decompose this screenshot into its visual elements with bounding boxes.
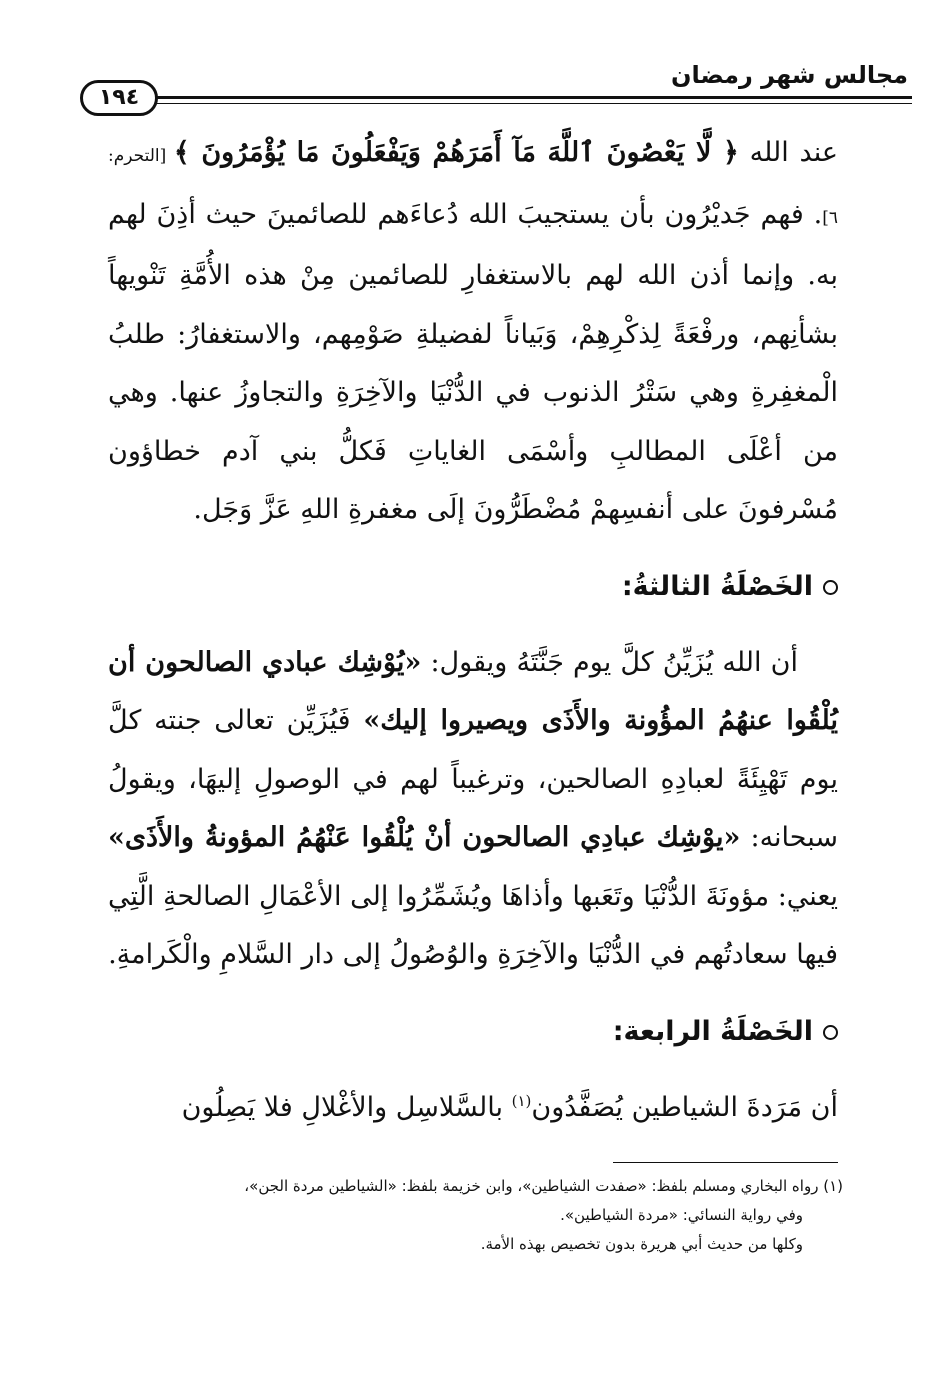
running-title: مجالس شهر رمضان bbox=[670, 61, 908, 89]
header-rule bbox=[155, 96, 912, 99]
paragraph-fourth-trait bbox=[108, 1079, 838, 1138]
circle-bullet-icon bbox=[823, 580, 838, 595]
main-text bbox=[108, 124, 838, 1137]
section-heading-fourth bbox=[108, 1007, 838, 1057]
paragraph-lead: عند الله bbox=[738, 137, 838, 168]
hadith-quote: «يوْشِك عبادِي الصالحون أنْ يُلْقُوا عَنْهُمُ المؤونةُ والأَذَى» bbox=[108, 822, 741, 853]
text-segment: أن الله يُزَيِّنُ كلَّ يوم جَنَّتَهُ ويقول: bbox=[421, 646, 798, 678]
paragraph-continuation bbox=[108, 124, 838, 540]
footnote-marker[interactable]: (١) bbox=[511, 1091, 532, 1110]
heading-text: الخَصْلَةُ الثالثةُ: bbox=[621, 570, 813, 602]
footnote-line: وفي رواية النسائي: «مردة الشياطين». bbox=[560, 1206, 803, 1224]
paragraph-third-trait bbox=[108, 634, 838, 985]
header-rule-thin bbox=[155, 103, 912, 104]
text-segment: أن مَرَدةَ الشياطين يُصَفَّدُون bbox=[531, 1091, 838, 1123]
text-segment: فَيُزَيِّن تعالى جنته كلَّ يوم تَهْيِئَةً لعبادِهِ الصالحين، وترغيباً لهم في الوصولِ إليهَا، ويقولُ سبحانه: bbox=[108, 705, 838, 853]
text-segment: يعني: مؤونَةَ الدُّنْيَا وتَعَبها وأذاهَا ويُشَمِّرُوا إلى الأعْمَالِ الصالحةِ الَّتِي فيها سعادتُهم في الدُّنْيَا والآخِرَةِ والوُصُولُ إلى دار السَّلامِ والْكَرامةِ. bbox=[108, 880, 838, 970]
hadith-quote: «يُوْشِك عبادي الصالحون أن يُلْقُوا عنهُمُ المؤُونة والأَذَى ويصيروا إليك» bbox=[108, 646, 838, 736]
paragraph-body: . فهم جَديْرُون بأن يستجيبَ الله دُعاءَهم للصائمينَ حيث أذِنَ لهم به. وإنما أذن الله لهم بالاستغفارِ للصائمين مِنْ هذه الأُمَّةِ تَنْويهاً بشأنِهم، ورفْعَةً لِذكْرِهِمْ، وَبَياناً لفضيلةِ صَوْمِهم، والاستغفارُ: طلبُ الْمغفِرةِ وهي سَتْرُ الذنوب في الدُّنْيَا والآخِرَةِ والتجاوزُ عنها. وهي من أعْلَى المطالبِ وأسْمَى الغاياتِ فَكلُّ بني آدم خطاؤون مُسْرفونَ على أنفسِهمْ مُضْطَرُّونَ إلَى مغفرةِ اللهِ عَزَّ وَجَل. bbox=[108, 198, 838, 525]
footnotes bbox=[98, 1172, 843, 1259]
circle-bullet-icon bbox=[823, 1025, 838, 1040]
footnote-line: (١) رواه البخاري ومسلم بلفظ: «صفدت الشياطين»، وابن خزيمة بلفظ: «الشياطين مردة الجن»، bbox=[244, 1177, 843, 1195]
footnote-line: وكلها من حديث أبي هريرة بدون تخصيص بهذه الأمة. bbox=[480, 1235, 803, 1253]
quran-verse: ﴿ لَّا يَعْصُونَ ٱللَّهَ مَآ أَمَرَهُمْ وَيَفْعَلُونَ مَا يُؤْمَرُونَ ﴾ bbox=[173, 137, 739, 168]
verse-reference: [التحرم: ٦] bbox=[108, 146, 838, 228]
heading-text: الخَصْلَةُ الرابعة: bbox=[612, 1015, 813, 1047]
text-segment: بالسَّلاسِل والأغْلالِ فلا يَصِلُون bbox=[181, 1091, 512, 1123]
footnote-rule bbox=[613, 1162, 838, 1163]
page-number-badge: ١٩٤ bbox=[80, 80, 158, 116]
section-heading-third bbox=[108, 562, 838, 612]
